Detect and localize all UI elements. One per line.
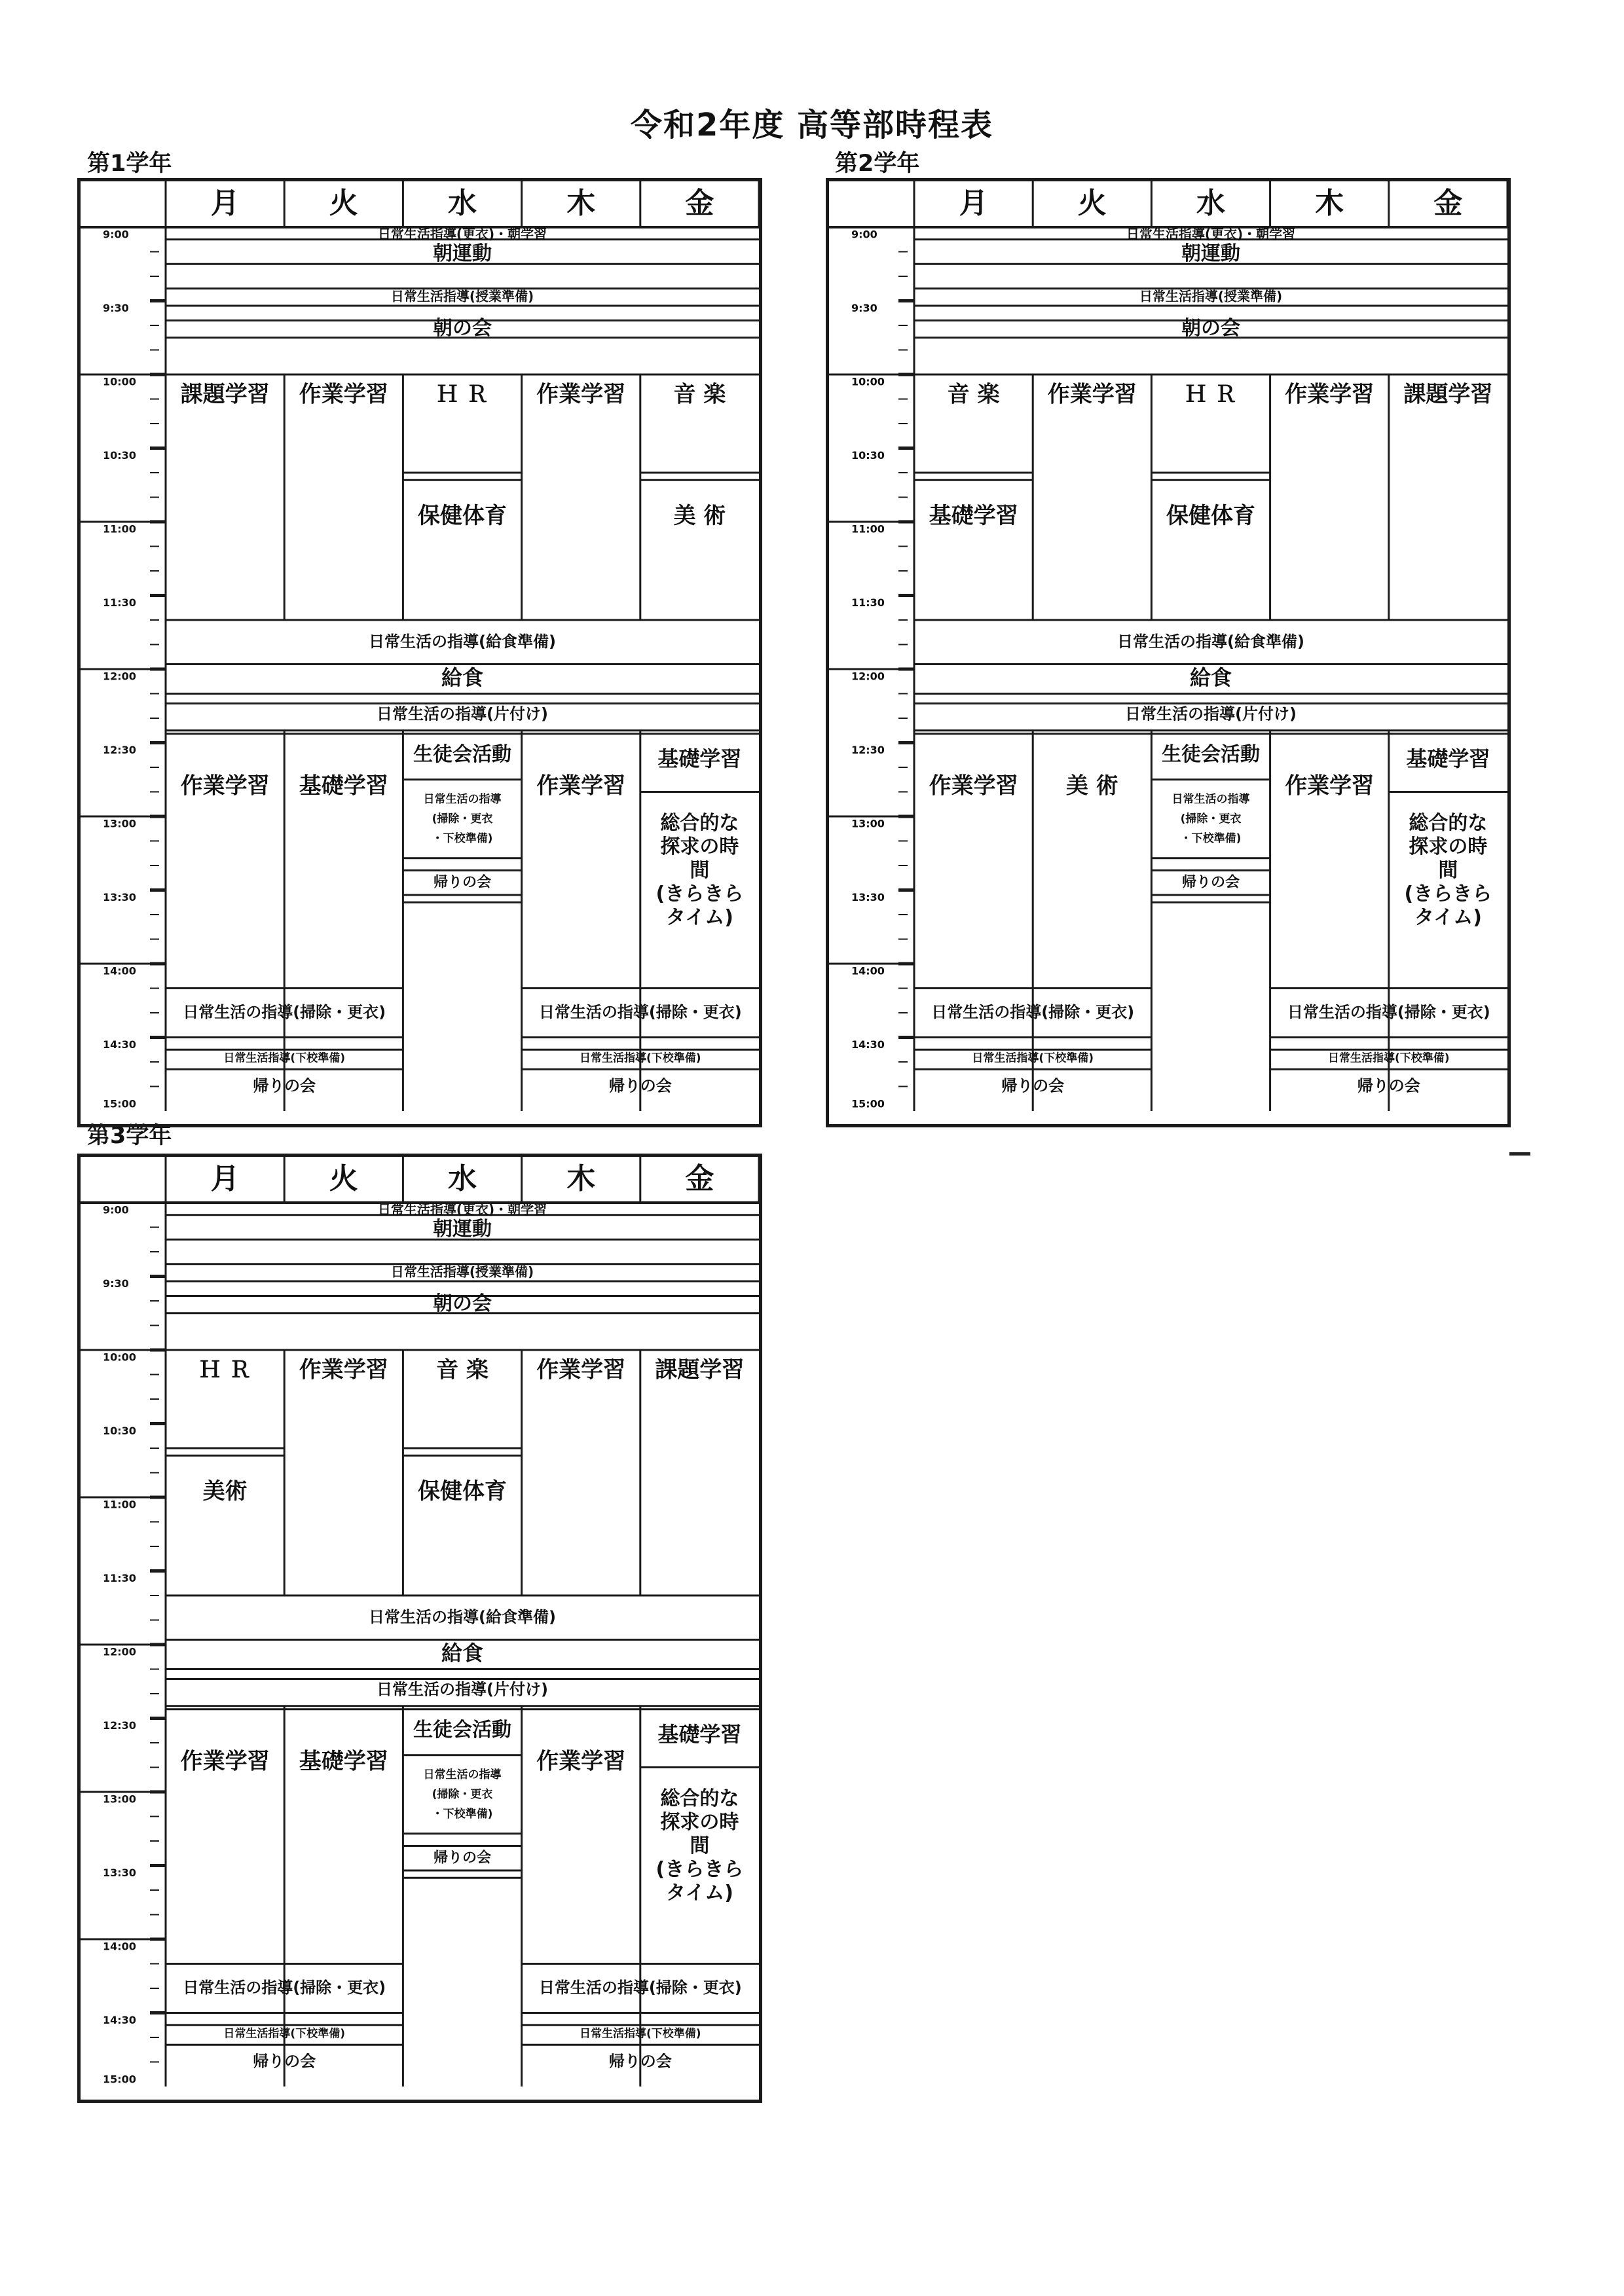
subject: 間: [690, 858, 710, 882]
time-label: 14:00: [851, 964, 885, 977]
lunch-cleanup: 日常生活の指導(片付け): [1125, 704, 1297, 723]
time-label: 14:30: [851, 1038, 885, 1051]
lunch-cleanup: 日常生活の指導(片付け): [377, 704, 548, 723]
subject: Ｈ Ｒ: [198, 1357, 251, 1383]
morning-exercise: 朝運動: [433, 242, 492, 265]
subject: (きらきら: [655, 882, 744, 905]
time-label: 10:00: [103, 375, 136, 388]
subject: 作業学習: [536, 1748, 626, 1775]
subject: 音 楽: [947, 381, 1000, 408]
subject: 音 楽: [436, 1357, 489, 1383]
grade-label-3: 第3学年: [87, 1123, 172, 1149]
cleaning-guidance: 日常生活の指導(掃除・更衣): [538, 1003, 742, 1021]
wed-guidance: ・下校準備): [432, 831, 493, 845]
subject: 間: [690, 1834, 710, 1857]
subject: 総合的な: [1409, 811, 1488, 835]
subject: 美 術: [1065, 773, 1118, 799]
day-header: 月: [210, 187, 240, 220]
subject: 総合的な: [660, 1787, 739, 1810]
subject: 作業学習: [180, 773, 270, 799]
timetable-grid: [829, 181, 1507, 1124]
time-label: 13:00: [851, 817, 885, 830]
time-label: 10:30: [103, 1425, 136, 1437]
closing-meeting: 帰りの会: [608, 2052, 672, 2071]
time-label: 11:00: [103, 522, 136, 536]
wed-guidance: ・下校準備): [432, 1807, 493, 1821]
wed-guidance: (掃除・更衣: [432, 1787, 493, 1801]
closing-meeting: 帰りの会: [1357, 1076, 1420, 1095]
time-label: 11:00: [851, 522, 885, 536]
class-prep: 日常生活指導(授業準備): [390, 1264, 534, 1280]
day-header: 木: [566, 187, 596, 220]
wed-guidance: (掃除・更衣: [1180, 812, 1242, 826]
time-label: 12:30: [851, 744, 885, 756]
time-label: 10:30: [851, 449, 885, 462]
time-label: 9:30: [103, 1277, 129, 1290]
closing-meeting: 帰りの会: [1181, 874, 1240, 891]
subject: (きらきら: [1404, 882, 1492, 905]
time-label: 11:30: [851, 596, 885, 609]
morning-guidance: 日常生活指導(更衣)・朝学習: [377, 1201, 547, 1218]
timetable-grade-1: [77, 178, 762, 1127]
timetable-grid: [81, 181, 759, 1124]
time-label: 12:00: [103, 1645, 136, 1658]
subject: 保健体育: [418, 1478, 507, 1504]
subject: 生徒会活動: [413, 1718, 511, 1741]
subject: 探求の時: [660, 1810, 739, 1834]
subject: 作業学習: [299, 381, 388, 408]
subject: 作業学習: [929, 773, 1018, 799]
closing-meeting: 帰りの会: [433, 874, 492, 891]
subject: 保健体育: [418, 503, 507, 529]
subject: Ｈ Ｒ: [436, 381, 489, 408]
morning-exercise: 朝運動: [1181, 242, 1240, 265]
dismissal-prep: 日常生活指導(下校準備): [972, 1051, 1094, 1065]
time-label: 9:30: [851, 302, 877, 314]
time-label: 14:30: [103, 2014, 136, 2026]
subject: 課題学習: [1403, 381, 1493, 408]
time-label: 11:30: [103, 1572, 136, 1584]
subject: 基礎学習: [657, 1721, 742, 1747]
day-header: 水: [448, 1162, 477, 1195]
morning-exercise: 朝運動: [433, 1218, 492, 1241]
time-label: 10:00: [851, 375, 885, 388]
morning-guidance: 日常生活指導(更衣)・朝学習: [377, 226, 547, 242]
time-label: 13:30: [851, 891, 885, 903]
cleaning-guidance: 日常生活の指導(掃除・更衣): [183, 1003, 386, 1021]
dismissal-prep: 日常生活指導(下校準備): [1328, 1051, 1450, 1065]
cleaning-guidance: 日常生活の指導(掃除・更衣): [931, 1003, 1135, 1021]
subject: タイム): [665, 1881, 733, 1904]
time-label: 9:00: [851, 228, 877, 241]
timetable-grid: [81, 1157, 759, 2100]
time-label: 14:00: [103, 1940, 136, 1953]
wed-guidance: 日常生活の指導: [423, 792, 502, 806]
time-label: 13:00: [103, 1793, 136, 1806]
dismissal-prep: 日常生活指導(下校準備): [580, 1051, 701, 1065]
time-label: 9:30: [103, 302, 129, 314]
subject: 美 術: [673, 503, 726, 529]
time-label: 9:00: [103, 1203, 129, 1216]
morning-meeting: 朝の会: [433, 317, 492, 340]
closing-meeting: 帰りの会: [1001, 1076, 1065, 1095]
lunch-prep: 日常生活の指導(給食準備): [1117, 632, 1304, 651]
dismissal-prep: 日常生活指導(下校準備): [580, 2027, 701, 2041]
day-header: 水: [1196, 187, 1225, 220]
day-header: 月: [210, 1162, 240, 1195]
grade-label-1: 第1学年: [87, 151, 172, 177]
time-label: 12:30: [103, 1719, 136, 1732]
morning-meeting: 朝の会: [1181, 317, 1240, 340]
subject: 作業学習: [536, 381, 626, 408]
time-label: 13:30: [103, 891, 136, 903]
dismissal-prep: 日常生活指導(下校準備): [223, 2027, 345, 2041]
time-label: 13:30: [103, 1867, 136, 1879]
subject: タイム): [1414, 905, 1482, 929]
time-label: 12:00: [103, 670, 136, 683]
day-header: 月: [959, 187, 988, 220]
day-header: 金: [685, 1162, 714, 1195]
subject: 美術: [202, 1478, 248, 1504]
subject: 音 楽: [673, 381, 726, 408]
lunch: 給食: [441, 1641, 484, 1666]
class-prep: 日常生活指導(授業準備): [1139, 288, 1283, 304]
subject: 探求の時: [660, 835, 739, 858]
wed-guidance: 日常生活の指導: [1172, 792, 1250, 806]
time-label: 10:00: [103, 1351, 136, 1364]
lunch-prep: 日常生活の指導(給食準備): [369, 632, 556, 651]
page-title: 令和2年度 高等部時程表: [630, 107, 994, 143]
subject: 作業学習: [1285, 773, 1375, 799]
subject: 作業学習: [299, 1357, 388, 1383]
closing-meeting: 帰りの会: [253, 1076, 316, 1095]
morning-guidance: 日常生活指導(更衣)・朝学習: [1126, 226, 1296, 242]
time-label: 15:00: [103, 2073, 136, 2086]
timetable-grade-3: [77, 1154, 762, 2103]
time-label: 11:30: [103, 596, 136, 609]
time-label: 15:00: [103, 1097, 136, 1110]
time-label: 11:00: [103, 1498, 136, 1511]
time-label: 12:30: [103, 744, 136, 756]
lunch-cleanup: 日常生活の指導(片付け): [377, 1680, 548, 1699]
subject: 課題学習: [180, 381, 270, 408]
day-header: 木: [566, 1162, 596, 1195]
day-header: 金: [685, 187, 714, 220]
time-label: 9:00: [103, 228, 129, 241]
edge-mark: [1509, 1152, 1530, 1156]
subject: 総合的な: [660, 811, 739, 835]
time-label: 13:00: [103, 817, 136, 830]
subject: 保健体育: [1166, 503, 1255, 529]
subject: 基礎学習: [657, 746, 742, 771]
morning-meeting: 朝の会: [433, 1292, 492, 1316]
subject: 基礎学習: [929, 503, 1018, 529]
wed-guidance: 日常生活の指導: [423, 1768, 502, 1781]
day-header: 火: [1077, 187, 1107, 220]
subject: タイム): [665, 905, 733, 929]
subject: 作業学習: [1285, 381, 1375, 408]
time-label: 15:00: [851, 1097, 885, 1110]
wed-guidance: (掃除・更衣: [432, 812, 493, 826]
closing-meeting: 帰りの会: [608, 1076, 672, 1095]
day-header: 金: [1433, 187, 1463, 220]
subject: 間: [1438, 858, 1458, 882]
grade-label-2: 第2学年: [835, 151, 920, 177]
lunch: 給食: [1189, 665, 1232, 690]
day-header: 火: [329, 1162, 358, 1195]
class-prep: 日常生活指導(授業準備): [390, 288, 534, 304]
subject: 作業学習: [536, 1357, 626, 1383]
cleaning-guidance: 日常生活の指導(掃除・更衣): [538, 1978, 742, 1997]
lunch: 給食: [441, 665, 484, 690]
day-header: 木: [1315, 187, 1344, 220]
day-header: 火: [329, 187, 358, 220]
subject: 基礎学習: [299, 773, 388, 799]
subject: 基礎学習: [299, 1748, 388, 1775]
time-label: 14:00: [103, 964, 136, 977]
lunch-prep: 日常生活の指導(給食準備): [369, 1607, 556, 1626]
wed-guidance: ・下校準備): [1180, 831, 1242, 845]
closing-meeting: 帰りの会: [433, 1850, 492, 1867]
subject: 課題学習: [655, 1357, 745, 1383]
subject: 基礎学習: [1406, 746, 1490, 771]
time-label: 10:30: [103, 449, 136, 462]
subject: 作業学習: [1047, 381, 1137, 408]
subject: Ｈ Ｒ: [1185, 381, 1237, 408]
cleaning-guidance: 日常生活の指導(掃除・更衣): [183, 1978, 386, 1997]
time-label: 14:30: [103, 1038, 136, 1051]
timetable-grade-2: [826, 178, 1511, 1127]
subject: 作業学習: [536, 773, 626, 799]
time-label: 12:00: [851, 670, 885, 683]
day-header: 水: [448, 187, 477, 220]
subject: 作業学習: [180, 1748, 270, 1775]
subject: 生徒会活動: [1162, 742, 1260, 766]
closing-meeting: 帰りの会: [253, 2052, 316, 2071]
dismissal-prep: 日常生活指導(下校準備): [223, 1051, 345, 1065]
cleaning-guidance: 日常生活の指導(掃除・更衣): [1287, 1003, 1490, 1021]
subject: 生徒会活動: [413, 742, 511, 766]
subject: 探求の時: [1409, 835, 1488, 858]
subject: (きらきら: [655, 1857, 744, 1881]
